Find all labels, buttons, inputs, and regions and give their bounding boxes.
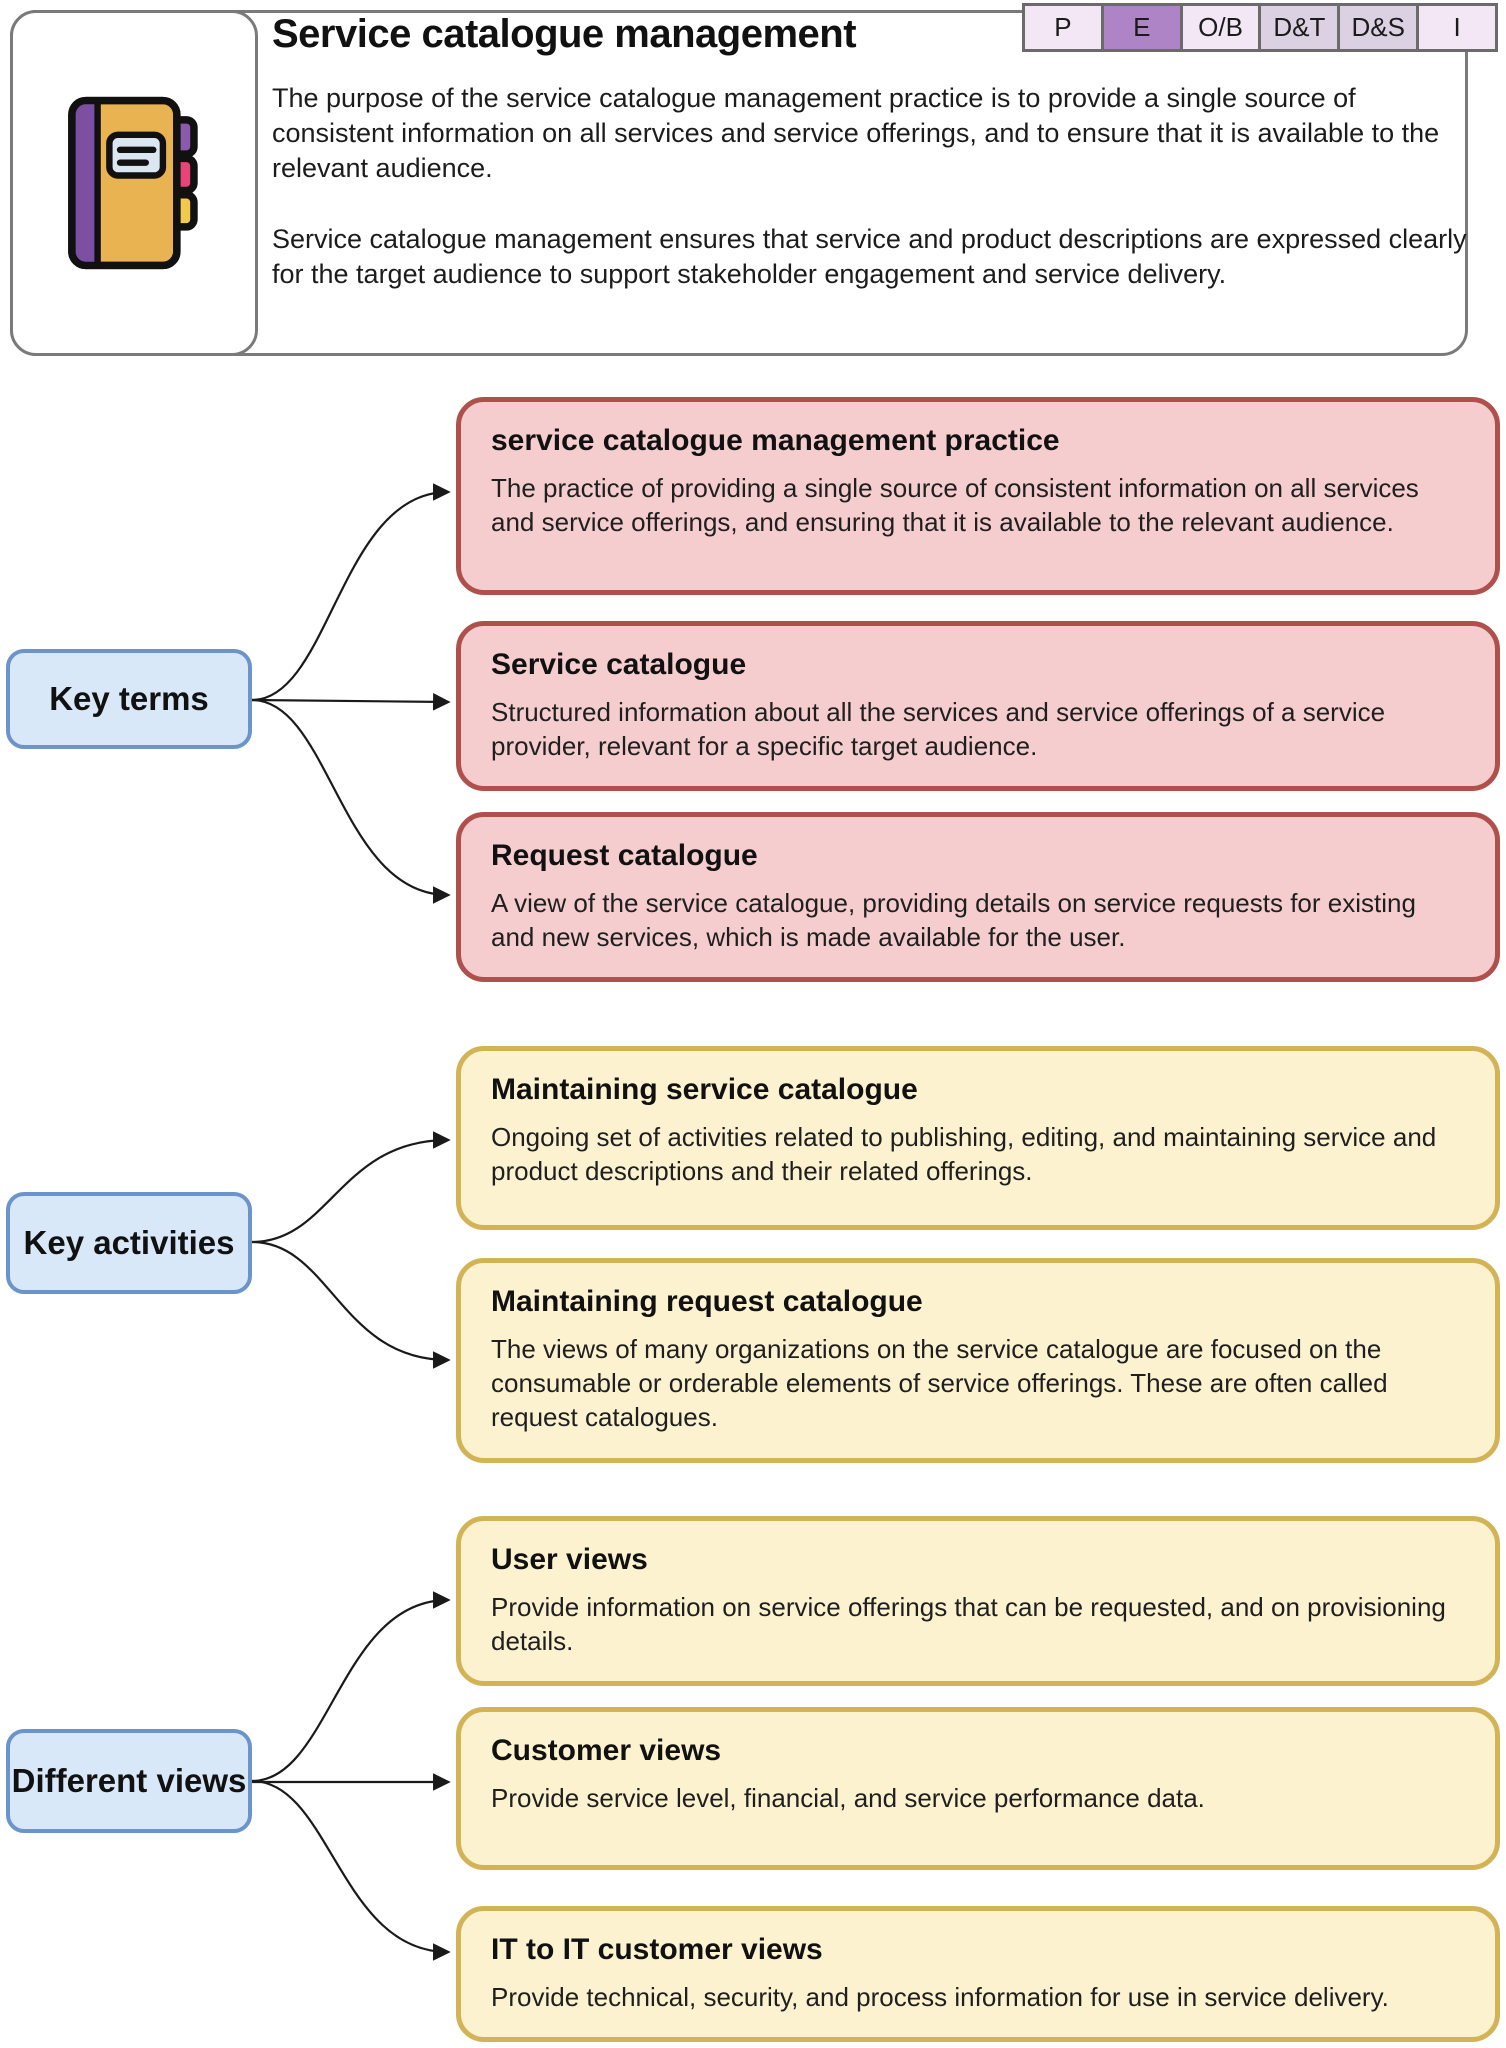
box-request-catalogue [456, 812, 1500, 982]
box-title: service catalogue management practice [491, 424, 1060, 457]
box-customer-views [456, 1707, 1500, 1870]
arrow-different-views-to-it-views [252, 1781, 448, 1952]
box-title: Customer views [491, 1734, 722, 1767]
arrow-key-activities-to-maintaining-request [252, 1242, 448, 1360]
header-content [272, 12, 1472, 328]
ribbon-cell-p: P [1025, 6, 1101, 49]
ribbon-cell-ob: O/B [1183, 6, 1259, 49]
box-body: Provide technical, security, and process information for use in service delivery. [491, 1982, 1389, 2012]
box-body: The views of many organizations on the service catalogue are focused on the consumable or orderable elements of service offerings. These are often called request catalogues. [491, 1334, 1388, 1432]
box-body: The practice of providing a single source of consistent information on all services and service offerings, and ensuring that it is available to the relevant audience. [491, 473, 1419, 537]
box-title: Maintaining request catalogue [491, 1285, 923, 1318]
box-maintaining-request-catalogue [456, 1258, 1500, 1463]
purpose-paragraph: The purpose of the service catalogue management practice is to provide a single source of consistent information on all services and service offerings, and to ensure that it is available to the relevant audience. [272, 83, 1440, 184]
arrow-key-terms-to-service-catalogue [252, 700, 448, 702]
practice-icon-card [10, 10, 258, 356]
ribbon-cell-dt: D&T [1261, 6, 1337, 49]
box-title: IT to IT customer views [491, 1933, 823, 1966]
notebook-icon [58, 92, 210, 274]
box-body: A view of the service catalogue, providing details on service requests for existing and new services, which is made available for the user. [491, 888, 1416, 952]
arrow-key-activities-to-maintaining-service [252, 1140, 448, 1242]
label-key-terms: Key terms [6, 649, 252, 749]
box-title: Request catalogue [491, 839, 758, 872]
arrow-key-terms-to-request-catalogue [252, 700, 448, 895]
arrow-key-terms-to-practice [252, 492, 448, 700]
box-service-catalogue [456, 621, 1500, 791]
label-key-activities: Key activities [6, 1192, 252, 1294]
page-title: Service catalogue management [272, 12, 857, 56]
box-title: Maintaining service catalogue [491, 1073, 918, 1106]
box-maintaining-service-catalogue [456, 1046, 1500, 1230]
ribbon-cell-e: E [1104, 6, 1180, 49]
arrow-different-views-to-user-views [252, 1600, 448, 1781]
value-chain-ribbon [1022, 3, 1498, 52]
box-service-catalogue-management-practice [456, 397, 1500, 595]
box-title: Service catalogue [491, 648, 747, 681]
box-body: Ongoing set of activities related to publishing, editing, and maintaining service and product descriptions and their related offerings. [491, 1122, 1437, 1186]
box-it-to-it-customer-views [456, 1906, 1500, 2042]
box-user-views [456, 1516, 1500, 1686]
box-body: Provide service level, financial, and service performance data. [491, 1783, 1205, 1813]
ribbon-cell-ds: D&S [1340, 6, 1416, 49]
label-different-views: Different views [6, 1729, 252, 1833]
box-body: Provide information on service offerings that can be requested, and on provisioning details. [491, 1592, 1446, 1656]
box-body: Structured information about all the services and service offerings of a service provider, relevant for a specific target audience. [491, 697, 1386, 761]
ensures-paragraph: Service catalogue management ensures that service and product descriptions are expressed clearly for the target audience to support stakeholder engagement and service delivery. [272, 224, 1467, 290]
box-title: User views [491, 1543, 648, 1576]
ribbon-cell-i: I [1419, 6, 1495, 49]
